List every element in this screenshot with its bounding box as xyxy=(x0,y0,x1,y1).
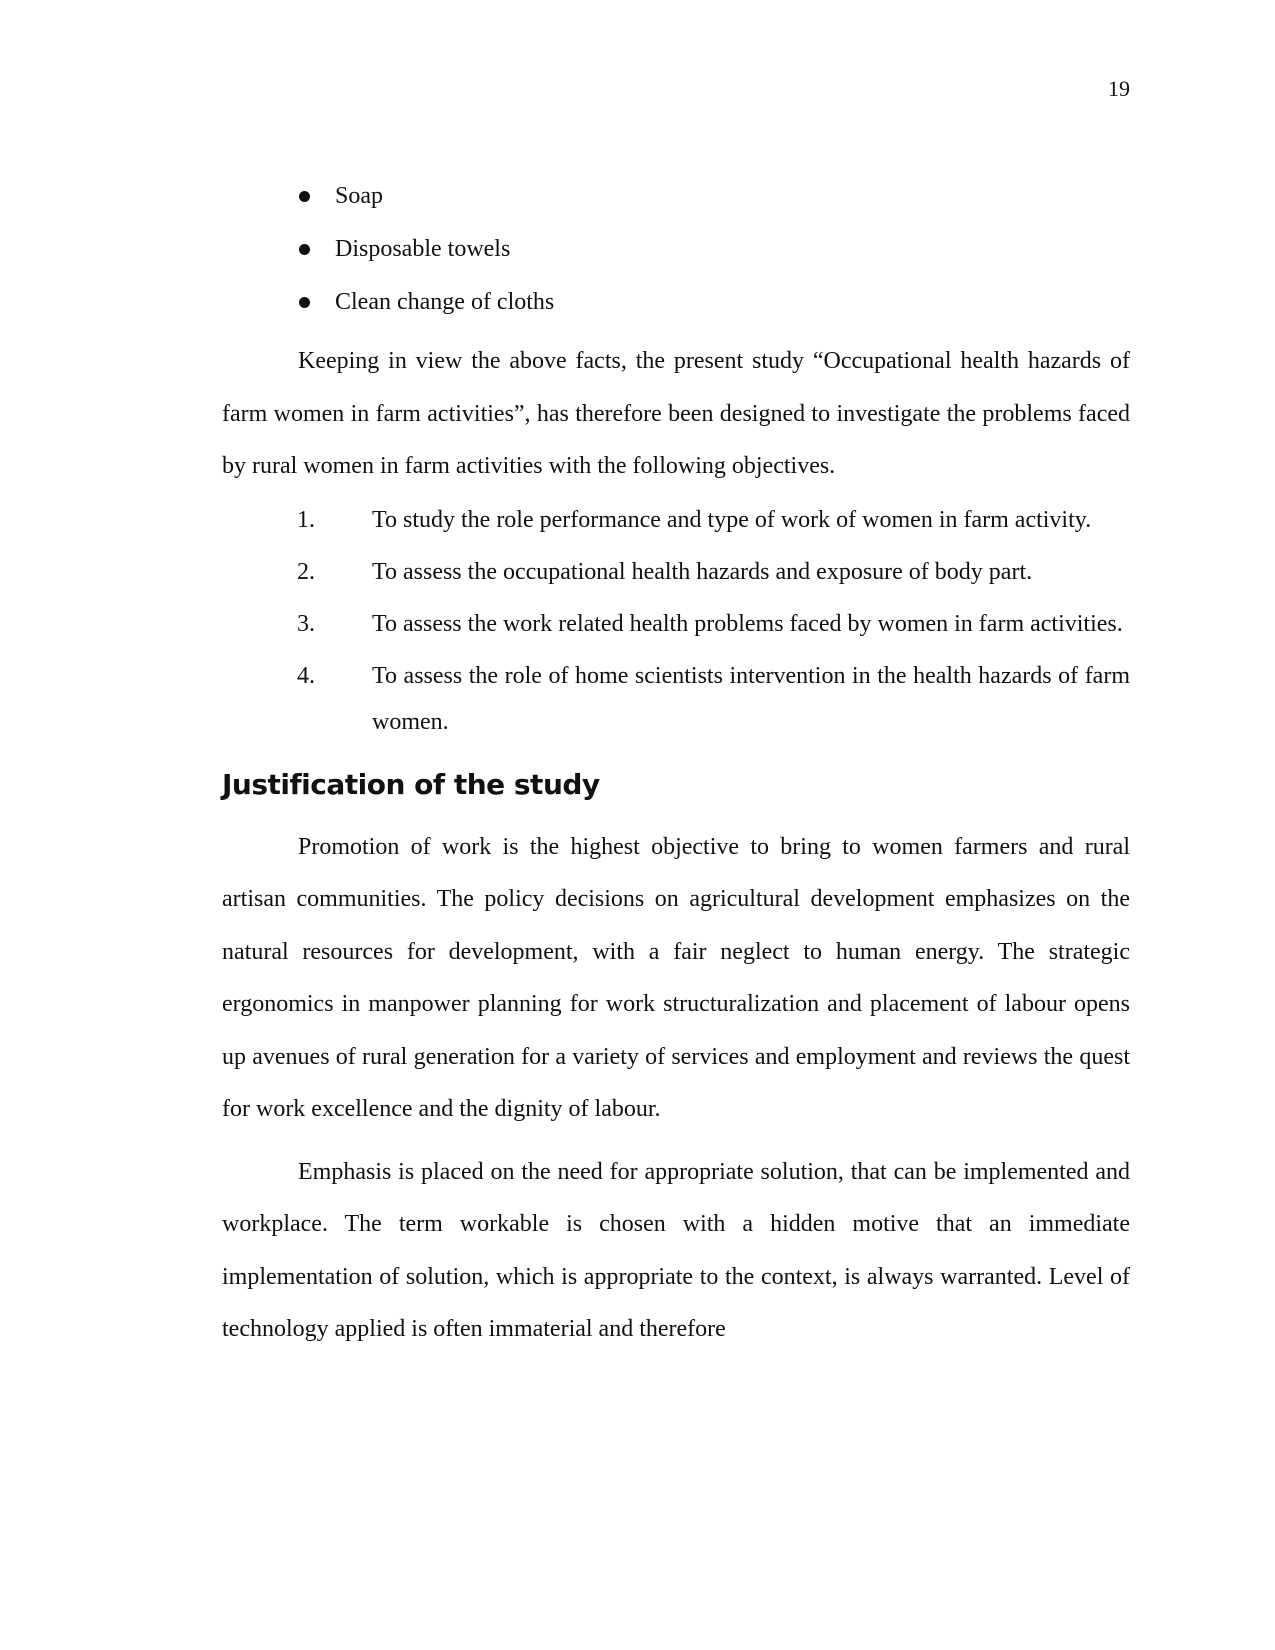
objective-number: 2. xyxy=(297,558,315,585)
bullet-item xyxy=(222,276,1130,329)
bullet-text: Soap xyxy=(335,183,383,209)
page-content xyxy=(222,170,1130,1356)
objective-text: To study the role performance and type of work of women in farm activity. xyxy=(372,506,1092,533)
bullet-text: Clean change of cloths xyxy=(335,289,555,315)
objective-item xyxy=(222,549,1130,595)
objective-item xyxy=(222,601,1130,647)
objective-item xyxy=(222,497,1130,543)
bullet-list xyxy=(222,170,1130,329)
justification-paragraph-2: Emphasis is placed on the need for appropriate solution, that can be implemented and workplace. The term workable is chosen with a hidden motive that an immediate implementation of solution, which is appropriate to the context, is always warranted. Level of technology applied is often immaterial and therefore xyxy=(222,1158,1130,1342)
objective-text: To assess the role of home scientists intervention in the health hazards of farm women. xyxy=(372,662,1130,735)
bullet-item xyxy=(222,170,1130,223)
bullet-dot-icon xyxy=(299,191,310,202)
justification-paragraph-1: Promotion of work is the highest objective to bring to women farmers and rural artisan communities. The policy decisions on agricultural development emphasizes on the natural resources for development, with a fair neglect to human energy. The strategic ergonomics in manpower planning for work structuralization and placement of labour opens up avenues of rural generation for a variety of services and employment and reviews the quest for work excellence and the dignity of labour. xyxy=(222,833,1130,1122)
bullet-text: Disposable towels xyxy=(335,236,511,262)
bullet-dot-icon xyxy=(299,297,310,308)
objective-item xyxy=(222,653,1130,745)
objective-text: To assess the work related health problems faced by women in farm activities. xyxy=(372,610,1123,637)
page-number: 19 xyxy=(1108,76,1130,101)
objective-number: 1. xyxy=(297,506,315,533)
bullet-dot-icon xyxy=(299,244,310,255)
objective-number: 4. xyxy=(297,662,315,689)
section-heading: Justification of the study xyxy=(222,767,600,801)
intro-paragraph: Keeping in view the above facts, the present study “Occupational health hazards of farm women in farm activities”, has therefore been designed to investigate the problems faced by rural women in farm activities with the following objectives. xyxy=(222,348,1130,479)
objective-text: To assess the occupational health hazards and exposure of body part. xyxy=(372,558,1033,585)
objective-number: 3. xyxy=(297,610,315,637)
objectives-list xyxy=(222,497,1130,745)
bullet-item xyxy=(222,223,1130,276)
